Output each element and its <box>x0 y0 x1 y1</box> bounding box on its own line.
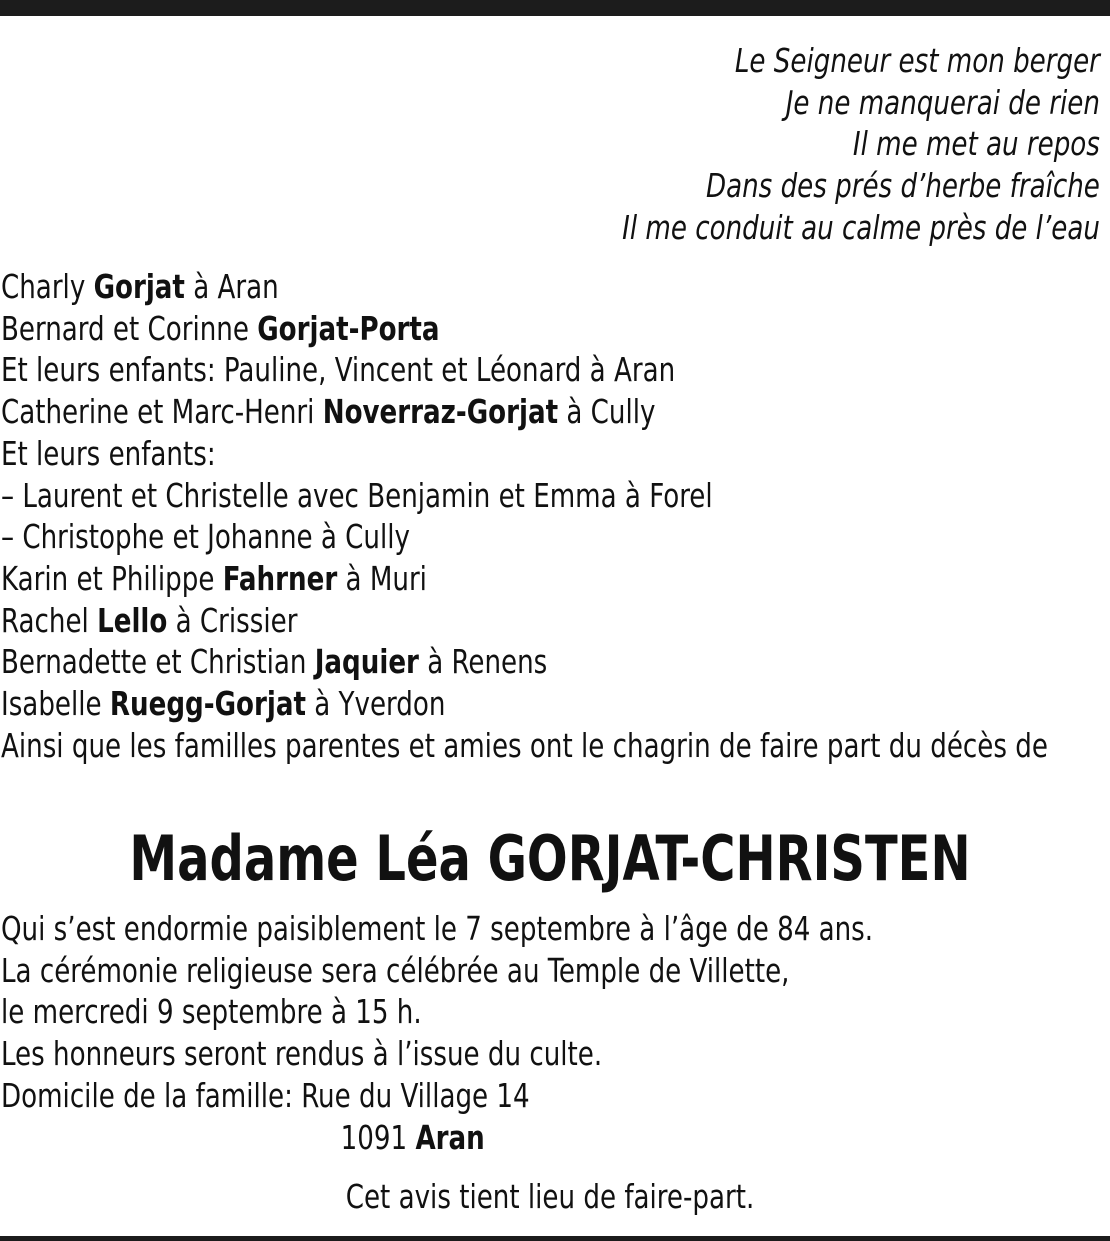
closing-note: Cet avis tient lieu de faire-part. <box>345 1177 755 1216</box>
family-line: Et leurs enfants: Pauline, Vincent et Léonard à Aran <box>1 350 676 390</box>
family-surname: Gorjat-Porta <box>257 308 440 348</box>
family-line: Bernard et Corinne Gorjat-Porta <box>1 308 440 348</box>
details-line: le mercredi 9 septembre à 15 h. <box>1 992 422 1032</box>
psalm-verse <box>557 40 1100 249</box>
verse-line: Je ne manquerai de rien <box>785 82 1100 122</box>
family-surname: Noverraz-Gorjat <box>322 392 559 432</box>
family-surname: Jaquier <box>314 642 419 682</box>
announcement-text: Ainsi que les familles parentes et amies ont le chagrin de faire part du décès de <box>1 725 1048 765</box>
family-line: Karin et Philippe Fahrner à Muri <box>1 558 427 598</box>
family-line: Et leurs enfants: <box>1 433 216 473</box>
family-surname: Gorjat <box>93 267 185 306</box>
family-line: – Christophe et Johanne à Cully <box>1 517 410 557</box>
family-surname: Lello <box>97 600 168 640</box>
verse-line: Le Seigneur est mon berger <box>734 41 1100 80</box>
bottom-rule <box>0 1236 1110 1241</box>
address-town-line: 1091 Aran <box>340 1117 485 1157</box>
family-line: Charly Gorjat à Aran <box>1 267 279 306</box>
family-line: Catherine et Marc-Henri Noverraz-Gorjat à Cully <box>1 392 656 432</box>
verse-line: Dans des prés d’herbe fraîche <box>706 166 1100 206</box>
verse-line: Il me met au repos <box>852 124 1100 164</box>
family-line: Bernadette et Christian Jaquier à Renens <box>1 642 548 682</box>
family-line: Rachel Lello à Crissier <box>1 600 298 640</box>
family-line: – Laurent et Christelle avec Benjamin et Emma à Forel <box>1 475 713 515</box>
family-line: Isabelle Ruegg-Gorjat à Yverdon <box>1 684 446 724</box>
town-name: Aran <box>415 1117 485 1157</box>
deceased-name: Madame Léa GORJAT-CHRISTEN <box>129 822 971 895</box>
details-line: La cérémonie religieuse sera célébrée au Temple de Villette, <box>1 950 790 990</box>
details-line: Les honneurs seront rendus à l’issue du culte. <box>1 1034 603 1074</box>
verse-line: Il me conduit au calme près de l’eau <box>622 207 1100 247</box>
details-line: Domicile de la famille: Rue du Village 14 <box>1 1075 530 1115</box>
family-surname: Fahrner <box>222 558 338 598</box>
family-surname: Ruegg-Gorjat <box>109 684 306 724</box>
details-line: Qui s’est endormie paisiblement le 7 septembre à l’âge de 84 ans. <box>1 909 874 948</box>
top-rule <box>0 0 1110 16</box>
funeral-details <box>1 908 1101 1158</box>
family-list <box>1 266 1101 766</box>
